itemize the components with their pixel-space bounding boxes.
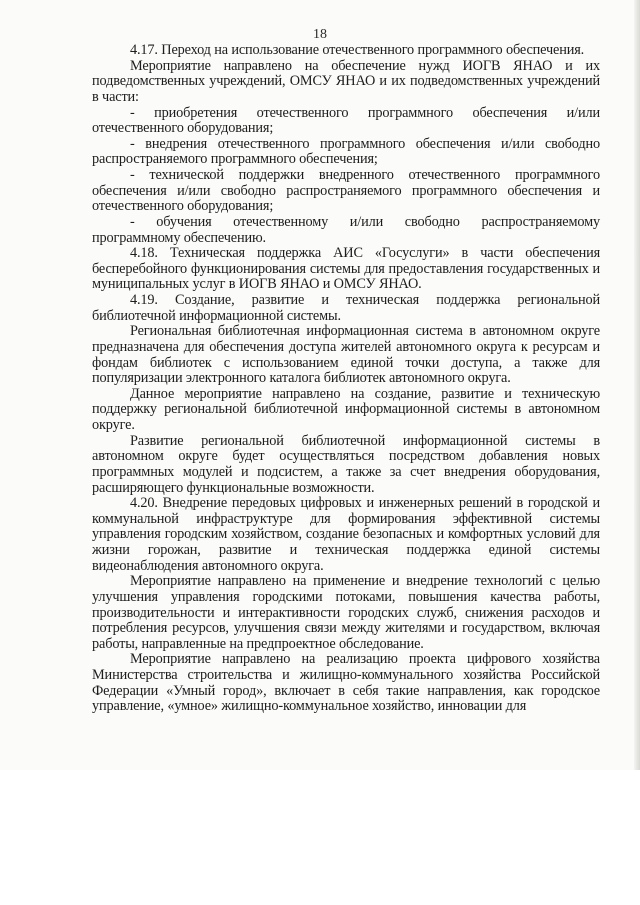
paragraph-library-system-development: Развитие региональной библиотечной информационной системы в автономном округе будет осуществляться посредством добавления новых программных модулей и подсистем, а также за счет внедрения оборудования, расширяющего функциональные возможности. bbox=[92, 432, 600, 496]
paragraph-library-system-goal: Данное мероприятие направлено на создание, развитие и техническую поддержку региональной библиотечной информационной системы в автономном округе. bbox=[92, 385, 600, 433]
paragraph-library-system-purpose: Региональная библиотечная информационная система в автономном округе предназначена для обеспечения доступа жителей автономного округа к ресурсам и фондам библиотек с использованием единой точки доступа, а также для популяризации электронного каталога библиотек автономного округа. bbox=[92, 323, 600, 387]
list-item-implementation: - внедрения отечественного программного обеспечения и/или свободно распространяемого программного обеспечения; bbox=[92, 135, 600, 168]
document-body bbox=[92, 43, 600, 715]
list-item-training: - обучения отечественному и/или свободно распространяемому программному обеспечению. bbox=[92, 213, 600, 246]
blank-area bbox=[0, 770, 640, 905]
paragraph-4-17-intro: Мероприятие направлено на обеспечение нужд ИОГВ ЯНАО и их подведомственных учреждений, ОМСУ ЯНАО и их подведомственных учреждений в части: bbox=[92, 57, 600, 105]
paragraph-smart-city-project: Мероприятие направлено на реализацию проекта цифрового хозяйства Министерства строительства и жилищно-коммунального хозяйства Российской Федерации «Умный город», включает в себя такие направления, как городское управление, «умное» жилищно-коммунальное хозяйство, инновации для bbox=[92, 651, 600, 715]
paragraph-smart-technologies: Мероприятие направлено на применение и внедрение технологий с целью улучшения управления городскими потоками, повышения качества работы, производительности и интерактивности городских служб, снижения расходов и потребления ресурсов, улучшения связи между жителями и государством, включая работы, направленные на предпроектное обследование. bbox=[92, 573, 600, 652]
paragraph-4-19-heading: 4.19. Создание, развитие и техническая поддержка региональной библиотечной информационной системы. bbox=[92, 292, 600, 324]
page-number: 18 bbox=[313, 27, 327, 42]
list-item-support: - технической поддержки внедренного отечественного программного обеспечения и/или свободно распространяемого программного обеспечения и отечественного оборудования; bbox=[92, 167, 600, 215]
paragraph-4-18: 4.18. Техническая поддержка АИС «Госуслуги» в части обеспечения бесперебойного функционирования системы для предоставления государственных и муниципальных услуг в ИОГВ ЯНАО и ОМСУ ЯНАО. bbox=[92, 245, 600, 293]
list-item-acquisition: - приобретения отечественного программного обеспечения и/или отечественного оборудования; bbox=[92, 104, 600, 137]
paragraph-4-20-heading: 4.20. Внедрение передовых цифровых и инженерных решений в городской и коммунальной инфраструктуре для формирования эффективной системы управления городским хозяйством, создание безопасных и комфортных условий для жизни горожан, развитие и техническая поддержка единой системы видеонаблюдения автономного округа. bbox=[92, 495, 600, 574]
paragraph-4-17-heading: 4.17. Переход на использование отечественного программного обеспечения. bbox=[130, 42, 585, 58]
